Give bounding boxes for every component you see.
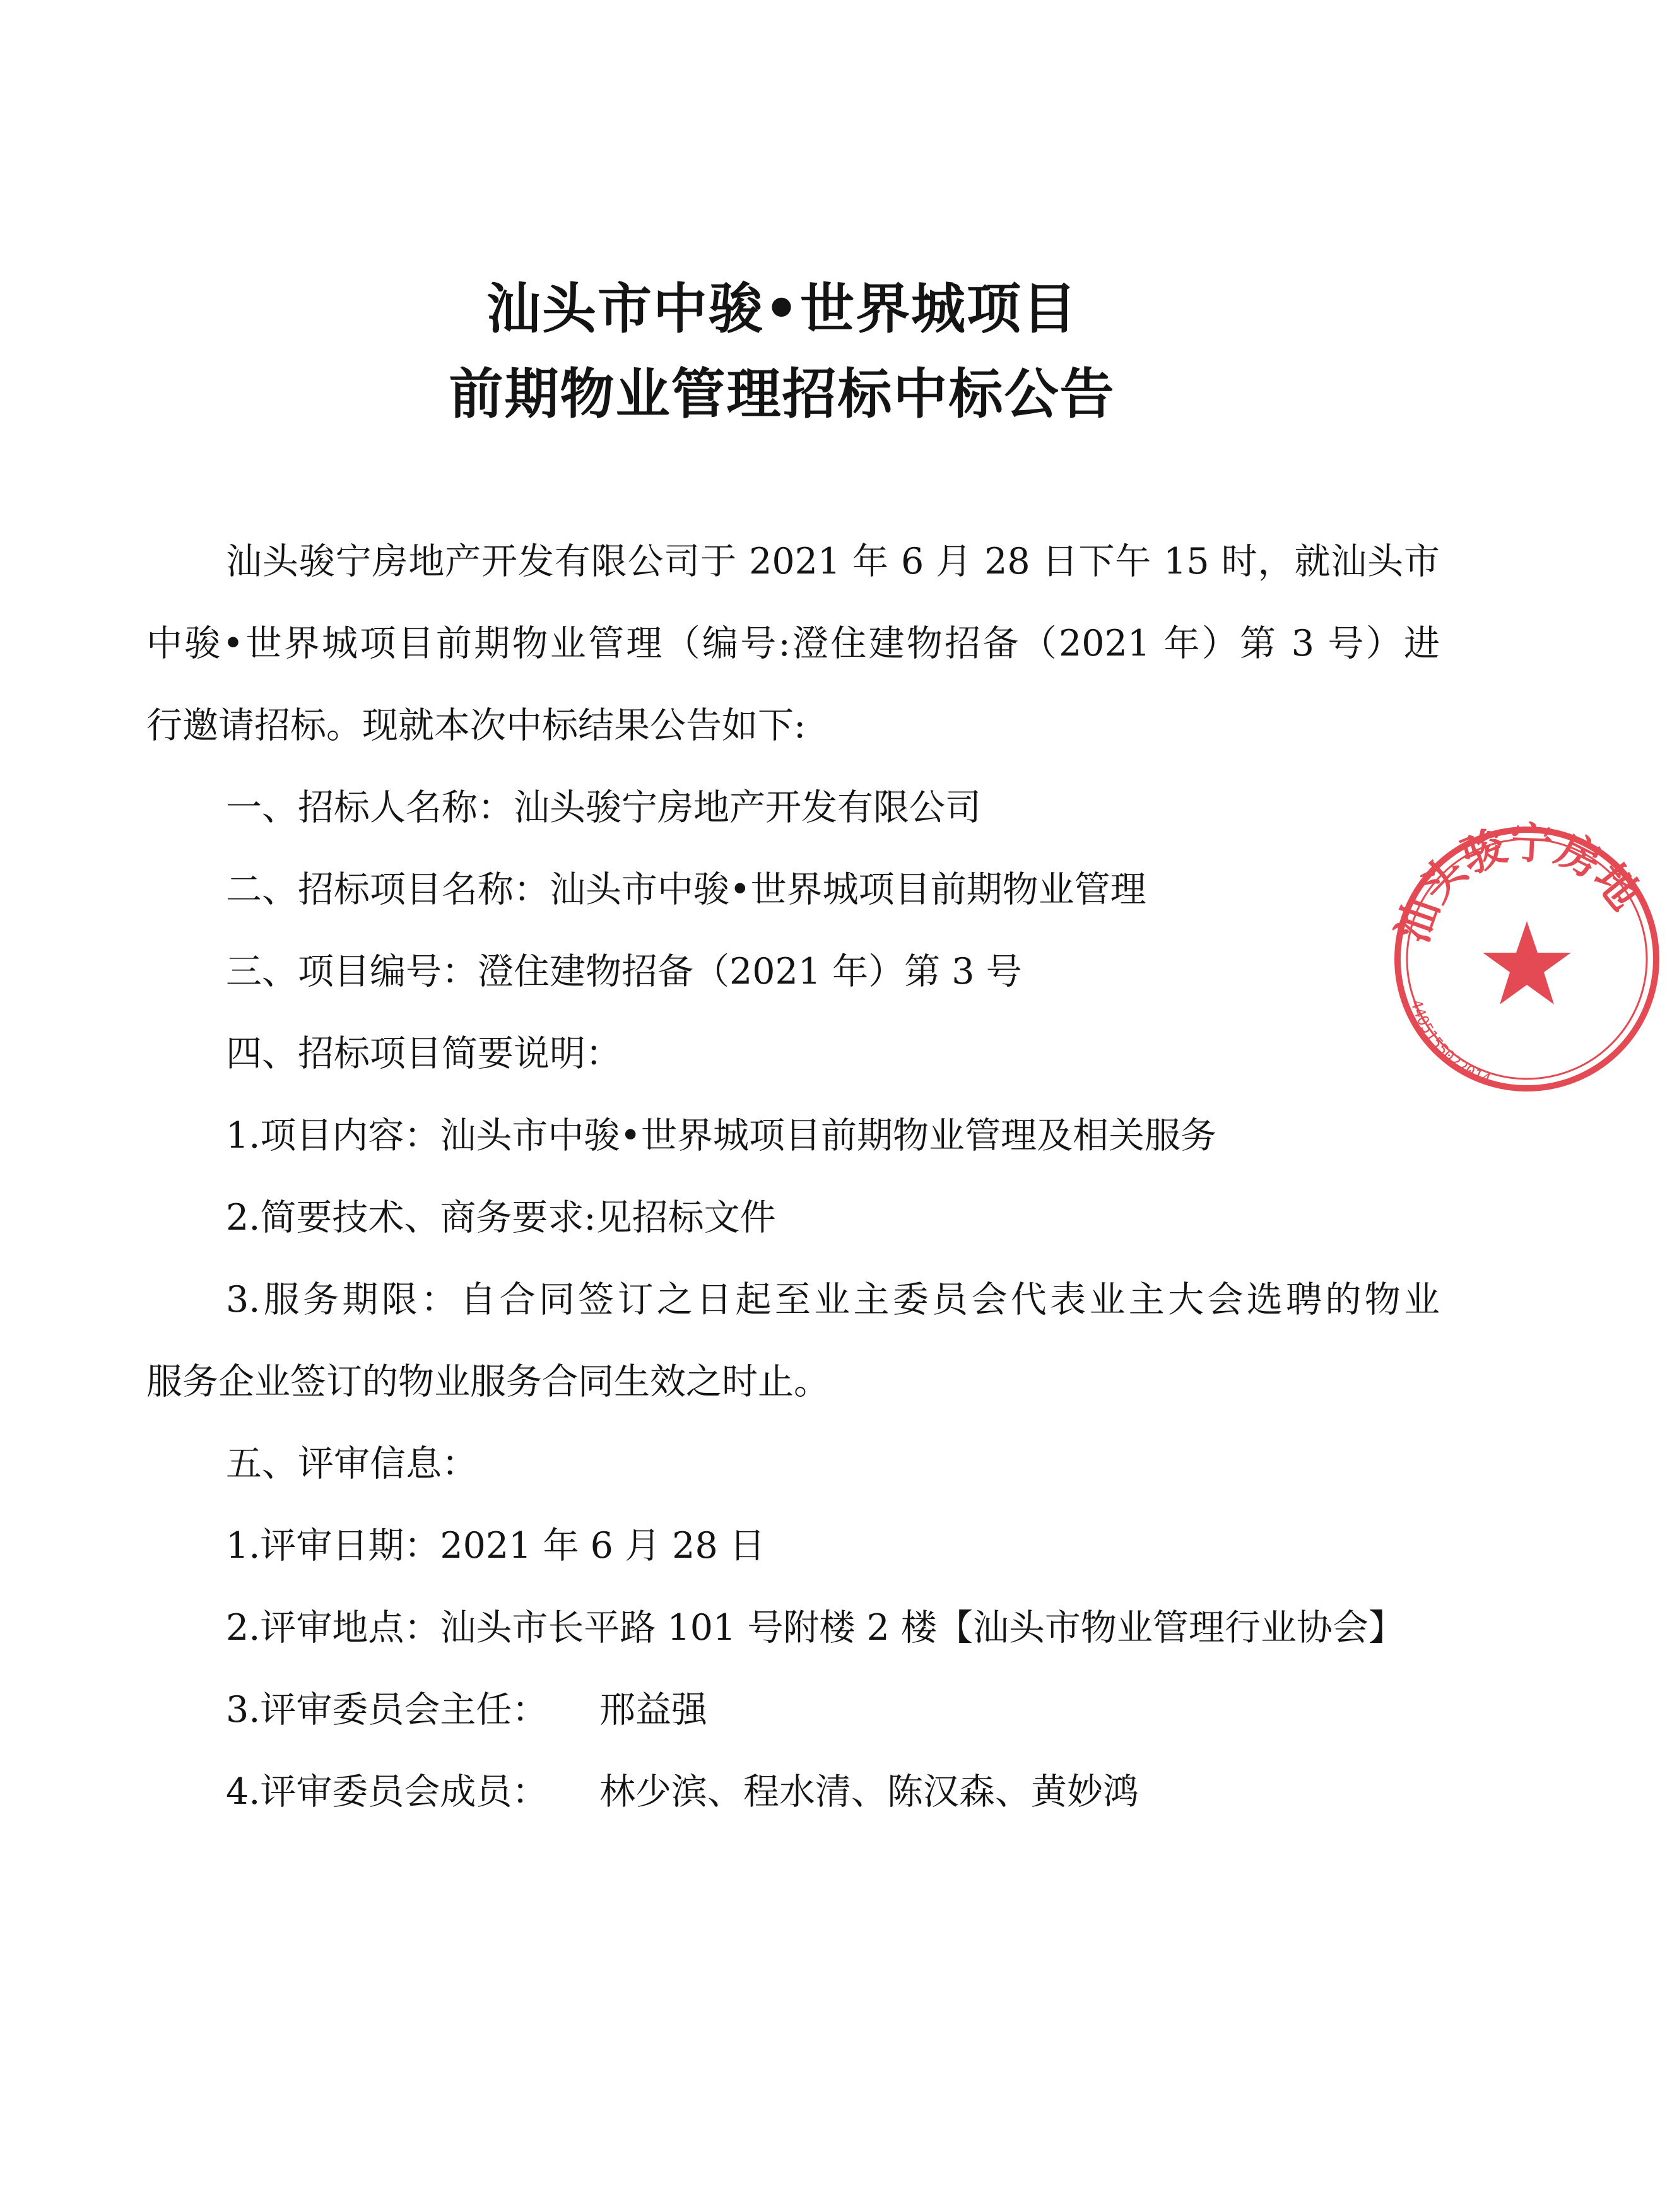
star-icon [1483,921,1571,1004]
company-seal [1382,814,1672,1104]
intro-line-1: 汕头骏宁房地产开发有限公司于 2021 年 6 月 28 日下午 15 时，就汕头市 [226,541,1440,582]
project-number-item: 三、项目编号：澄住建物招备（2021 年）第 3 号 [226,951,1022,992]
committee-members-label: 4.评审委员会成员： [226,1771,548,1813]
requirements-item: 2.简要技术、商务要求:见招标文件 [226,1197,776,1238]
project-name-item: 二、招标项目名称：汕头市中骏•世界城项目前期物业管理 [226,869,1146,910]
seal-text: 汕头骏宁房地 [1387,818,1650,950]
service-period-line-1: 3.服务期限：自合同签订之日起至业主委员会代表业主大会选聘的物业 [226,1279,1440,1321]
intro-line-2: 中骏•世界城项目前期物业管理（编号:澄住建物招备（2021 年）第 3 号）进 [146,623,1440,664]
bidder-name-item: 一、招标人名称：汕头骏宁房地产开发有限公司 [226,787,981,828]
intro-line-3: 行邀请招标。现就本次中标结果公告如下: [146,705,806,746]
review-date-item: 1.评审日期：2021 年 6 月 28 日 [226,1525,765,1567]
service-period-line-2: 服务企业签订的物业服务合同生效之时止。 [146,1361,830,1403]
title-line-2: 前期物业管理招标中标公告 [449,362,1116,426]
project-content-item: 1.项目内容：汕头市中骏•世界城项目前期物业管理及相关服务 [226,1115,1217,1156]
committee-chair-label: 3.评审委员会主任： [226,1689,548,1731]
project-summary-heading: 四、招标项目简要说明： [226,1033,621,1074]
committee-members-value: 林少滨、程水清、陈汉森、黄妙鸿 [599,1771,1139,1813]
committee-chair-value: 邢益强 [599,1689,707,1731]
review-location-item: 2.评审地点：汕头市长平路 101 号附楼 2 楼【汕头市物业管理行业协会】 [226,1607,1404,1649]
review-info-heading: 五、评审信息： [226,1443,478,1485]
seal-number: 4405155022014 [1407,997,1493,1089]
title-line-1: 汕头市中骏•世界城项目 [486,277,1078,341]
